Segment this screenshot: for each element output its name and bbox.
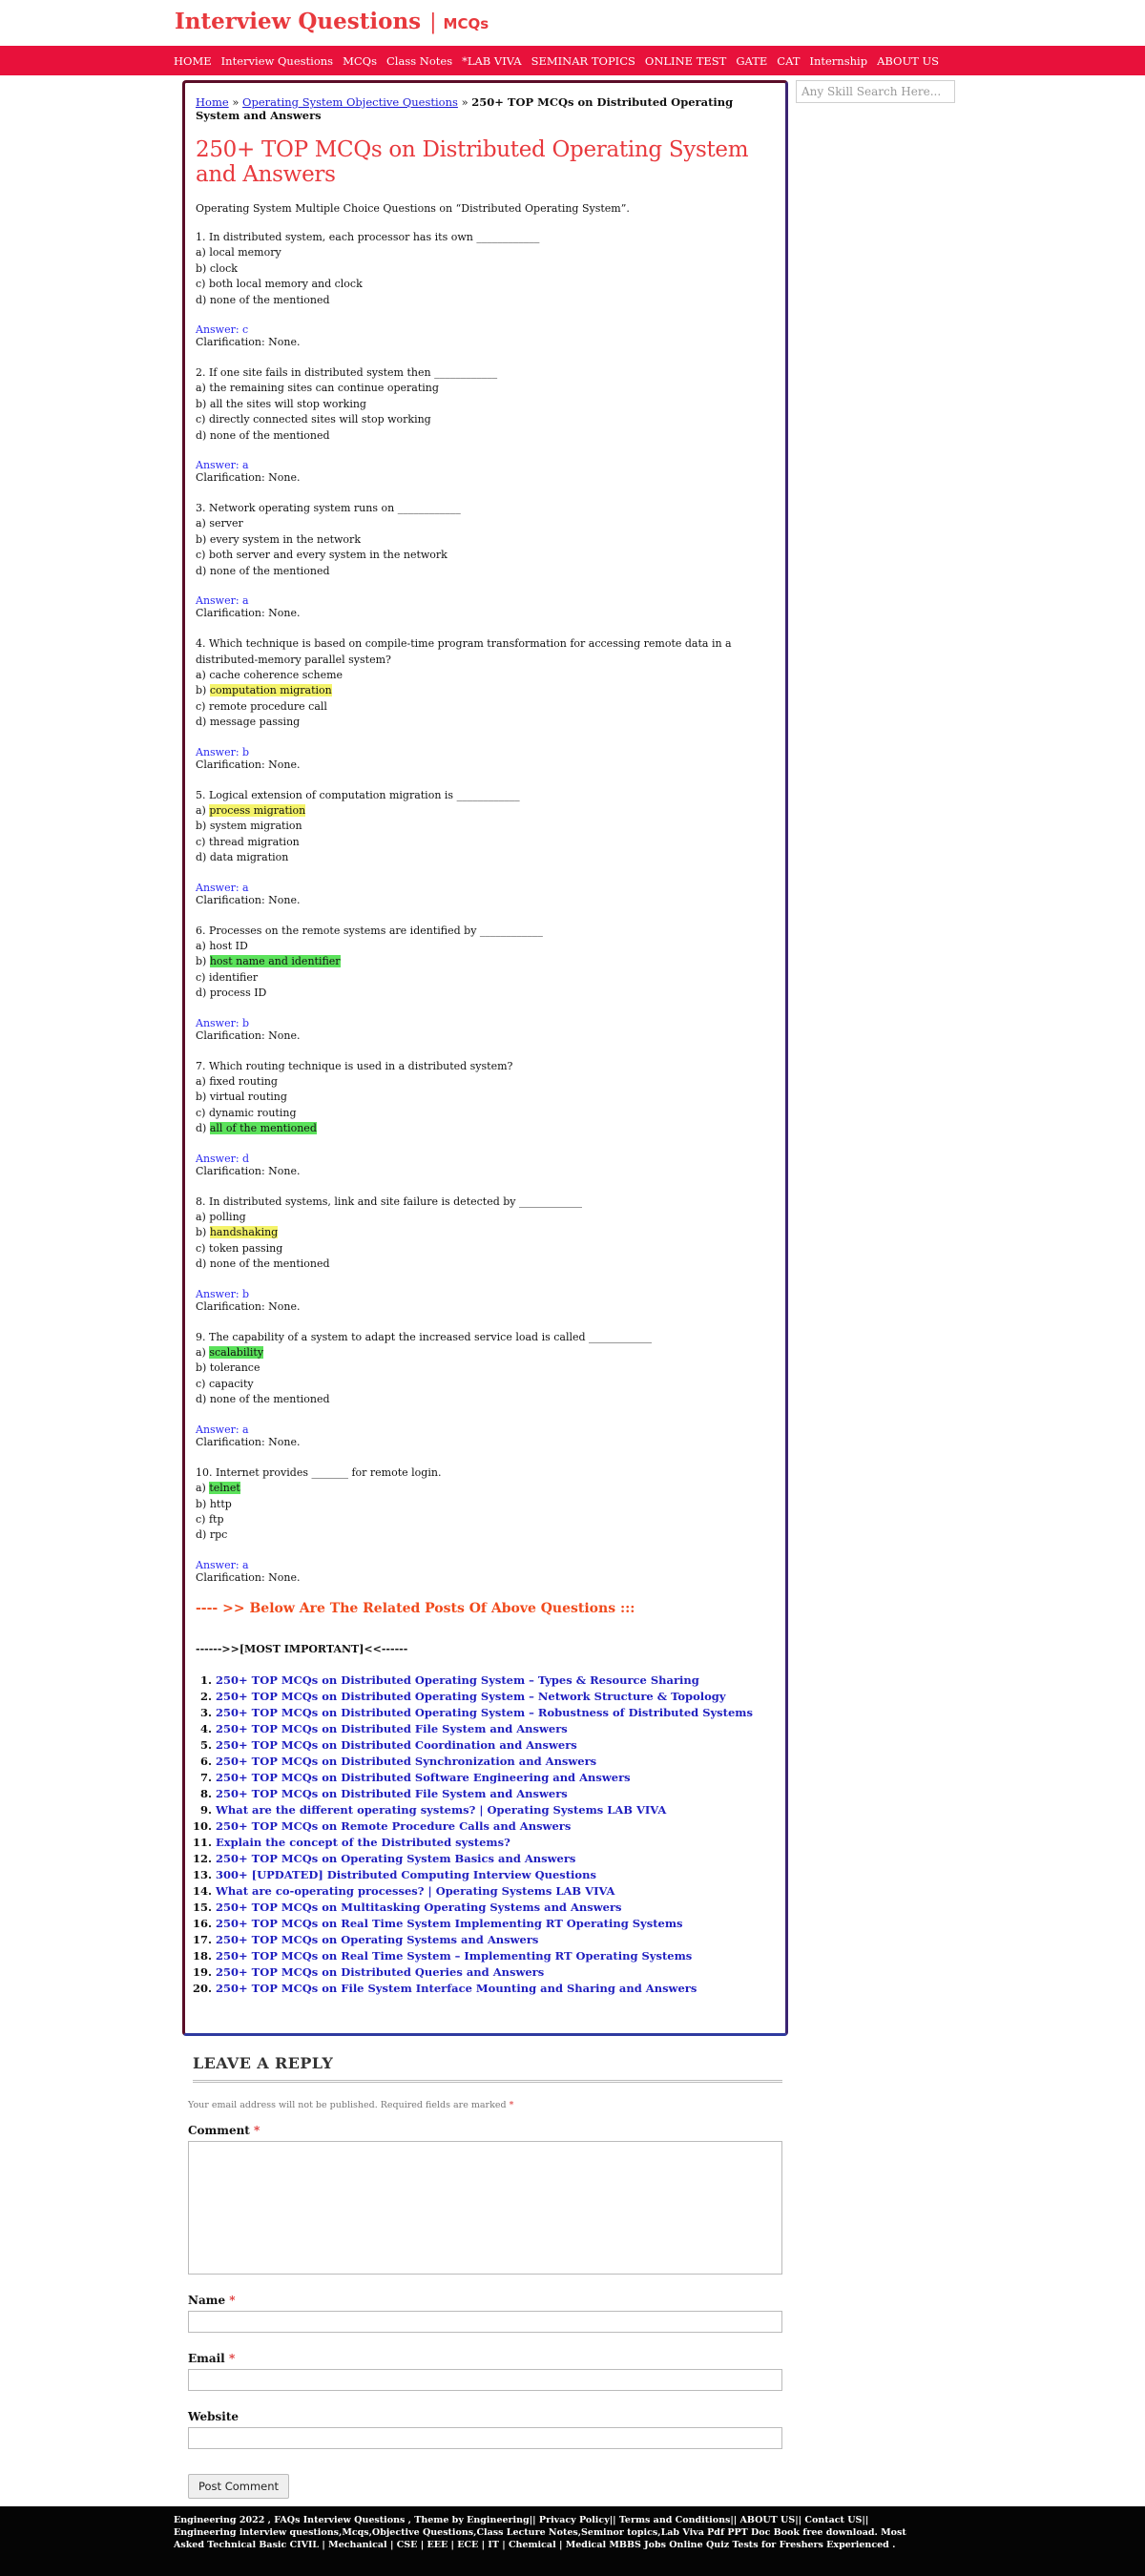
nav-item-interview-questions[interactable]: Interview Questions: [220, 53, 334, 68]
question-text: 6. Processes on the remote systems are identified by ____________: [196, 924, 543, 937]
option-prefix: a): [196, 803, 210, 817]
question-block: [196, 1195, 775, 1273]
list-item: [216, 1916, 775, 1932]
option-a: [196, 803, 775, 819]
answer-text: Answer: a: [196, 594, 249, 608]
option-d: d) process ID: [196, 987, 267, 1000]
clarification-text: Clarification: None.: [196, 1435, 301, 1448]
list-item: [216, 1981, 775, 1997]
list-item: [216, 1948, 775, 1964]
answer-text: Answer: b: [196, 745, 250, 758]
logo-separator: |: [429, 10, 437, 34]
list-item: [216, 1689, 775, 1705]
footer-line-2: Engineering interview questions,Mcqs,Objective Questions,Class Lecture Notes,Seminor topics,Lab Viva Pdf PPT Doc Book free download. Most Asked Technical Basic CIVIL | Mechanical | CSE | EEE | ECE | IT | Chemical | Medical MBBS Jobs Online Quiz Tests for Freshers Experienced .: [174, 2527, 906, 2550]
related-post-link[interactable]: Explain the concept of the Distributed systems?: [216, 1835, 510, 1849]
option-b: b) every system in the network: [196, 532, 361, 546]
list-item: [216, 1818, 775, 1835]
name-label-text: Name: [188, 2294, 226, 2307]
answer-text: Answer: a: [196, 1558, 249, 1571]
related-post-link[interactable]: What are the different operating systems? | Operating Systems LAB VIVA: [216, 1802, 667, 1817]
answer-text: Answer: a: [196, 881, 249, 894]
page-title: 250+ TOP MCQs on Distributed Operating System and Answers: [196, 137, 749, 187]
site-header: [0, 0, 1145, 46]
related-post-link[interactable]: 250+ TOP MCQs on Distributed Operating System – Robustness of Distributed Systems: [216, 1705, 753, 1719]
related-post-link[interactable]: 300+ [UPDATED] Distributed Computing Interview Questions: [216, 1867, 596, 1881]
list-item: [216, 1802, 775, 1818]
related-post-link[interactable]: 250+ TOP MCQs on Distributed Software Engineering and Answers: [216, 1770, 631, 1784]
name-label: [188, 2294, 782, 2307]
clarification-text: Clarification: None.: [196, 336, 301, 349]
option-prefix: d): [196, 1122, 210, 1135]
breadcrumb-separator: »: [461, 95, 468, 109]
question-text: 1. In distributed system, each processor has its own ____________: [196, 231, 540, 243]
question-block: [196, 924, 775, 1002]
highlighted-option: scalability: [209, 1346, 264, 1360]
option-b: b) clock: [196, 261, 238, 275]
reply-note: [188, 2100, 782, 2110]
list-item: [216, 1964, 775, 1981]
question-text: 4. Which technique is based on compile-time program transformation for accessing remote data in a distributed-memory parallel system?: [196, 637, 732, 666]
highlighted-option: telnet: [209, 1482, 240, 1495]
related-post-link[interactable]: 250+ TOP MCQs on Real Time System Implementing RT Operating Systems: [216, 1916, 683, 1930]
reply-note-text: Your email address will not be published. Required fields are marked: [188, 2100, 507, 2110]
option-c: c) thread migration: [196, 835, 300, 848]
question-text: 9. The capability of a system to adapt the increased service load is called ____________: [196, 1330, 653, 1343]
clarification-text: Clarification: None.: [196, 471, 301, 485]
option-d: d) none of the mentioned: [196, 428, 330, 442]
email-label-text: Email: [188, 2352, 225, 2365]
clarification-text: Clarification: None.: [196, 1164, 301, 1177]
option-a: [196, 1481, 775, 1496]
related-post-link[interactable]: 250+ TOP MCQs on Operating System Basics and Answers: [216, 1851, 576, 1865]
list-item: [216, 1883, 775, 1900]
reply-title: LEAVE A REPLY: [193, 2054, 782, 2083]
question-block: [196, 1465, 775, 1544]
question-block: [196, 365, 775, 444]
email-label: [188, 2352, 782, 2365]
option-d: d) none of the mentioned: [196, 564, 330, 577]
option-d: d) none of the mentioned: [196, 1257, 330, 1271]
site-logo[interactable]: [175, 9, 489, 34]
nav-item-lab-viva[interactable]: *LAB VIVA: [462, 53, 522, 68]
question-block: [196, 1330, 775, 1408]
option-c: c) directly connected sites will stop working: [196, 413, 431, 426]
list-item: [216, 1932, 775, 1948]
post-comment-button[interactable]: Post Comment: [188, 2474, 289, 2499]
logo-subtitle[interactable]: MCQs: [443, 15, 489, 32]
option-prefix: b): [196, 955, 210, 968]
related-posts-heading: ---- >> Below Are The Related Posts Of Above Questions :::: [196, 1600, 635, 1616]
option-c: c) remote procedure call: [196, 699, 327, 713]
related-post-link[interactable]: 250+ TOP MCQs on Distributed Operating System – Types & Resource Sharing: [216, 1672, 699, 1687]
answer-text: Answer: c: [196, 323, 249, 337]
option-c: c) dynamic routing: [196, 1106, 297, 1119]
option-d: d) none of the mentioned: [196, 293, 330, 306]
question-text: 7. Which routing technique is used in a distributed system?: [196, 1059, 513, 1072]
nav-item-gate[interactable]: GATE: [736, 53, 768, 68]
related-post-link[interactable]: 250+ TOP MCQs on Distributed Coordination and Answers: [216, 1737, 577, 1752]
option-a: a) local memory: [196, 246, 281, 260]
question-text: 10. Internet provides _______ for remote login.: [196, 1465, 442, 1479]
question-block: [196, 788, 775, 866]
option-a: a) host ID: [196, 939, 248, 952]
option-d: [196, 1121, 775, 1136]
name-input[interactable]: [188, 2311, 782, 2333]
email-input[interactable]: [188, 2369, 782, 2391]
option-b: b) system migration: [196, 820, 302, 833]
website-label: Website: [188, 2410, 239, 2423]
option-c: c) identifier: [196, 970, 259, 984]
required-mark: *: [228, 2352, 236, 2365]
answer-text: Answer: d: [196, 1152, 250, 1165]
clarification-text: Clarification: None.: [196, 893, 301, 906]
option-b: [196, 954, 775, 969]
logo-title[interactable]: Interview Questions: [175, 9, 422, 34]
nav-item-cat[interactable]: CAT: [777, 53, 801, 68]
option-c: c) capacity: [196, 1377, 254, 1390]
related-post-link[interactable]: 250+ TOP MCQs on Distributed File System and Answers: [216, 1786, 568, 1800]
option-b: b) virtual routing: [196, 1091, 287, 1104]
option-a: a) server: [196, 517, 243, 530]
required-mark: *: [509, 2100, 514, 2110]
nav-item-seminar-topics[interactable]: SEMINAR TOPICS: [531, 53, 635, 68]
option-d: d) none of the mentioned: [196, 1393, 330, 1406]
answer-text: Answer: b: [196, 1287, 250, 1300]
site-footer: [0, 2506, 1145, 2576]
breadcrumb-category-link[interactable]: Operating System Objective Questions: [242, 95, 458, 109]
list-item: [216, 1786, 775, 1802]
intro-text: Operating System Multiple Choice Questions on “Distributed Operating System”.: [196, 202, 630, 215]
highlighted-option: process migration: [209, 803, 306, 817]
option-a: a) polling: [196, 1211, 246, 1224]
related-post-link[interactable]: 250+ TOP MCQs on Distributed Queries and Answers: [216, 1964, 545, 1979]
footer-line-1[interactable]: Engineering 2022 , FAQs Interview Questions , Theme by Engineering|| Privacy Policy|| Terms and Conditions|| ABOUT US|| Contact US||: [174, 2515, 869, 2525]
option-b: b) tolerance: [196, 1361, 260, 1375]
clarification-text: Clarification: None.: [196, 1028, 301, 1042]
question-block: [196, 636, 775, 730]
list-item: [216, 1867, 775, 1883]
option-a: a) fixed routing: [196, 1075, 278, 1088]
highlighted-option: all of the mentioned: [209, 1122, 317, 1135]
nav-item-mcqs[interactable]: MCQs: [343, 53, 377, 68]
option-c: c) ftp: [196, 1512, 224, 1526]
option-d: d) message passing: [196, 716, 301, 729]
clarification-text: Clarification: None.: [196, 1570, 301, 1584]
question-text: 5. Logical extension of computation migration is ____________: [196, 788, 520, 801]
question-block: [196, 230, 775, 308]
question-text: 8. In distributed systems, link and site failure is detected by ____________: [196, 1195, 583, 1208]
clarification-text: Clarification: None.: [196, 1299, 301, 1313]
question-block: [196, 1059, 775, 1137]
related-post-link[interactable]: 250+ TOP MCQs on Distributed Operating System – Network Structure & Topology: [216, 1689, 726, 1703]
skill-search-input[interactable]: Any Skill Search Here...: [796, 80, 955, 103]
question-block: [196, 501, 775, 579]
nav-item-about-us[interactable]: ABOUT US: [877, 53, 940, 68]
related-post-link[interactable]: 250+ TOP MCQs on Real Time System – Implementing RT Operating Systems: [216, 1948, 693, 1963]
required-mark: *: [254, 2124, 260, 2137]
nav-item-class-notes[interactable]: Class Notes: [385, 53, 453, 68]
option-a: a) the remaining sites can continue operating: [196, 382, 439, 395]
comment-textarea[interactable]: [188, 2141, 782, 2275]
option-prefix: a): [196, 1346, 210, 1360]
option-b: b) all the sites will stop working: [196, 397, 366, 410]
breadcrumb-separator: »: [232, 95, 239, 109]
related-posts-list: [196, 1672, 775, 1997]
list-item: [216, 1672, 775, 1689]
option-prefix: b): [196, 684, 210, 697]
option-d: d) rpc: [196, 1528, 228, 1542]
answer-text: Answer: a: [196, 1423, 249, 1436]
option-prefix: a): [196, 1482, 210, 1495]
related-post-link[interactable]: 250+ TOP MCQs on Multitasking Operating Systems and Answers: [216, 1900, 622, 1914]
highlighted-option: computation migration: [209, 684, 332, 697]
option-d: d) data migration: [196, 851, 289, 864]
list-item: [216, 1721, 775, 1737]
most-important-label: ------>>[MOST IMPORTANT]<<------: [196, 1642, 408, 1655]
highlighted-option: handshaking: [209, 1226, 279, 1239]
option-c: c) both server and every system in the network: [196, 549, 448, 562]
option-a: [196, 1345, 775, 1361]
related-post-link[interactable]: 250+ TOP MCQs on Distributed Synchronization and Answers: [216, 1754, 597, 1768]
breadcrumb-home-link[interactable]: Home: [196, 95, 229, 109]
nav-item-internship[interactable]: Internship: [809, 53, 868, 68]
option-c: c) token passing: [196, 1241, 283, 1255]
related-post-link[interactable]: 250+ TOP MCQs on Operating Systems and Answers: [216, 1932, 539, 1946]
breadcrumb-current: 250+ TOP MCQs on Distributed Operating System and Answers: [196, 95, 734, 122]
list-item: [216, 1851, 775, 1867]
comment-label-text: Comment: [188, 2124, 250, 2137]
required-mark: *: [229, 2294, 236, 2307]
list-item: [216, 1770, 775, 1786]
question-text: 3. Network operating system runs on ____________: [196, 502, 461, 515]
nav-item-online-test[interactable]: ONLINE TEST: [644, 53, 727, 68]
answer-text: Answer: b: [196, 1016, 250, 1029]
question-text: 2. If one site fails in distributed system then ____________: [196, 366, 498, 380]
article-box: [182, 80, 788, 2036]
option-c: c) both local memory and clock: [196, 278, 363, 291]
list-item: [216, 1835, 775, 1851]
option-a: a) cache coherence scheme: [196, 668, 344, 681]
related-post-link[interactable]: 250+ TOP MCQs on File System Interface Mounting and Sharing and Answers: [216, 1981, 697, 1995]
related-post-link[interactable]: 250+ TOP MCQs on Distributed File System and Answers: [216, 1721, 568, 1735]
clarification-text: Clarification: None.: [196, 758, 301, 771]
main-nav: [0, 46, 1145, 75]
nav-item-home[interactable]: HOME: [174, 53, 212, 68]
option-b: [196, 683, 775, 698]
list-item: [216, 1900, 775, 1916]
option-prefix: b): [196, 1226, 210, 1239]
website-input[interactable]: [188, 2427, 782, 2449]
list-item: [216, 1754, 775, 1770]
answer-text: Answer: a: [196, 459, 249, 472]
leave-reply-section: [188, 2054, 782, 2499]
list-item: [216, 1705, 775, 1721]
comment-label: [188, 2124, 782, 2137]
list-item: [216, 1737, 775, 1754]
option-b: [196, 1225, 775, 1240]
related-post-link[interactable]: 250+ TOP MCQs on Remote Procedure Calls and Answers: [216, 1818, 572, 1833]
option-b: b) http: [196, 1497, 232, 1510]
breadcrumb: [196, 95, 775, 122]
clarification-text: Clarification: None.: [196, 607, 301, 620]
highlighted-option: host name and identifier: [209, 955, 341, 968]
related-post-link[interactable]: What are co-operating processes? | Operating Systems LAB VIVA: [216, 1883, 615, 1898]
